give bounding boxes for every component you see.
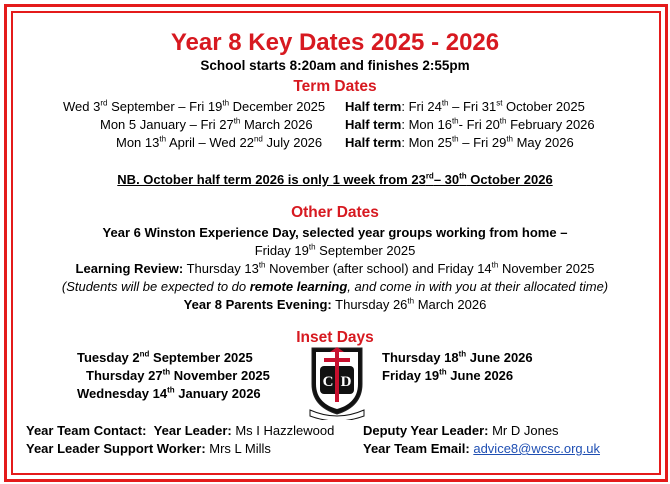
inset-day-4: Thursday 18th June 2026 [382, 349, 533, 365]
inset-day-1: Tuesday 2nd September 2025 [77, 349, 253, 365]
inset-days-heading: Inset Days [296, 329, 374, 346]
deputy-leader-line: Deputy Year Leader: Mr D Jones [363, 423, 559, 438]
other-dates-heading: Other Dates [291, 204, 379, 221]
october-note: NB. October half term 2026 is only 1 week from 23rd– 30th October 2026 [117, 171, 553, 187]
inset-day-3: Wednesday 14th January 2026 [77, 385, 261, 401]
crest-letter-c: C [322, 374, 334, 390]
support-worker-line: Year Leader Support Worker: Mrs L Mills [26, 441, 271, 456]
winston-day: Year 6 Winston Experience Day, selected year groups working from home – [102, 225, 568, 240]
half-term-3: Half term: Mon 25th – Fri 29th May 2026 [345, 134, 574, 150]
inset-day-2: Thursday 27th November 2025 [86, 367, 270, 383]
parents-evening: Year 8 Parents Evening: Thursday 26th March 2026 [183, 296, 487, 312]
team-contact-line: Year Team Contact: Year Leader: Ms I Hazzlewood [26, 423, 335, 438]
learning-review: Learning Review: Thursday 13th November (after school) and Friday 14th November 2025 [75, 260, 595, 276]
school-times: School starts 8:20am and finishes 2:55pm [200, 58, 470, 73]
page-title: Year 8 Key Dates 2025 - 2026 [170, 29, 500, 56]
term-2: Mon 5 January – Fri 27th March 2026 [100, 116, 313, 132]
term-3: Mon 13th April – Wed 22nd July 2026 [116, 134, 323, 150]
team-email-line: Year Team Email: advice8@wcsc.org.uk [363, 441, 600, 456]
term-1: Wed 3rd September – Fri 19th December 2025 [63, 98, 326, 114]
remote-learning-note: (Students will be expected to do remote learning, and come in with you at their allocated time) [61, 279, 609, 294]
school-crest-logo [306, 344, 368, 420]
winston-date: Friday 19th September 2025 [254, 242, 416, 258]
inset-day-5: Friday 19th June 2026 [382, 367, 514, 383]
email-link[interactable]: advice8@wcsc.org.uk [473, 441, 600, 456]
half-term-1: Half term: Fri 24th – Fri 31st October 2025 [345, 98, 585, 114]
crest-letter-d: D [340, 374, 352, 390]
term-dates-heading: Term Dates [293, 78, 377, 95]
half-term-2: Half term: Mon 16th- Fri 20th February 2026 [345, 116, 595, 132]
